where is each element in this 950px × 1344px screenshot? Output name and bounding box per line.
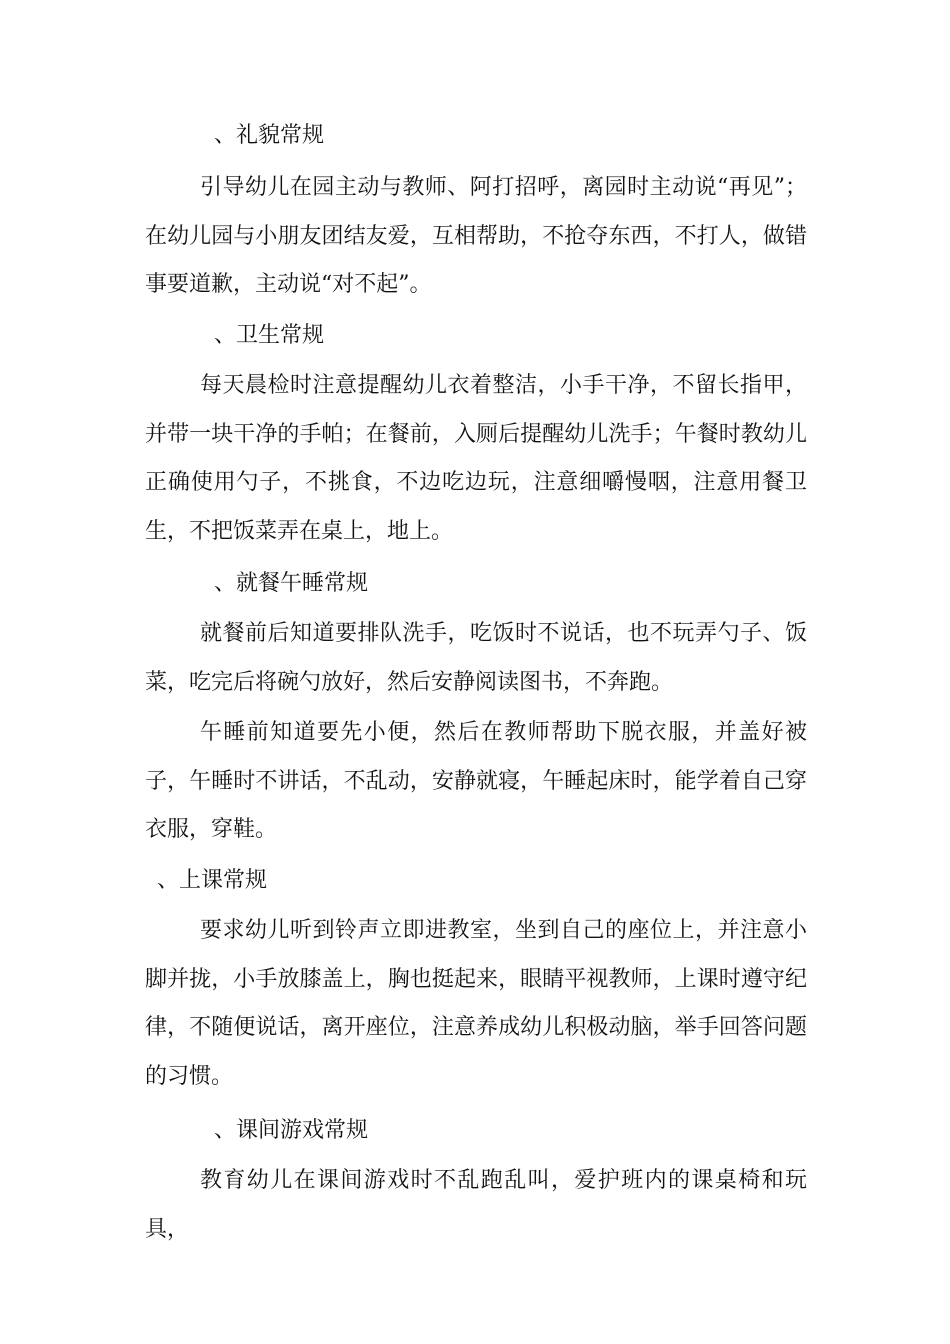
paragraph-class: 要求幼儿听到铃声立即进教室，坐到自己的座位上，并注意小脚并拢，小手放膝盖上，胸也挺起来，眼睛平视教师，上课时遵守纪律，不随便说话，离开座位，注意养成幼儿积极动脑，举手回答问题的习惯。: [145, 918, 807, 1089]
paragraph-meal: 就餐前后知道要排队洗手，吃饭时不说话，也不玩弄勺子、饭菜，吃完后将碗勺放好，然后安静阅读图书，不奔跑。: [145, 621, 807, 695]
paragraph-hygiene: 每天晨检时注意提醒幼儿衣着整洁，小手干净，不留长指甲，并带一块干净的手帕；在餐前，入厕后提醒幼儿洗手；午餐时教幼儿正确使用勺子，不挑食，不边吃边玩，注意细嚼慢咽，注意用餐卫生，不把饭菜弄在桌上，地上。: [145, 373, 807, 544]
section-heading-meal-nap: 、就餐午睡常规: [214, 571, 369, 596]
paragraph-nap: 午睡前知道要先小便，然后在教师帮助下脱衣服，并盖好被子，午睡时不讲话，不乱动，安静就寝，午睡起床时，能学着自己穿衣服，穿鞋。: [145, 720, 807, 843]
section-heading-hygiene: 、卫生常规: [214, 323, 325, 348]
paragraph-recess: 教育幼儿在课间游戏时不乱跑乱叫，爱护班内的课桌椅和玩具，: [145, 1168, 807, 1242]
paragraph-courtesy: 引导幼儿在园主动与教师、阿打招呼，离园时主动说“再见”；在幼儿园与小朋友团结友爱，互相帮助，不抢夺东西，不打人，做错事要道歉，主动说“对不起”。: [145, 175, 807, 298]
section-heading-courtesy: 、礼貌常规: [214, 123, 325, 148]
section-heading-recess: 、课间游戏常规: [214, 1118, 369, 1143]
section-heading-class: 、上课常规: [157, 868, 268, 893]
